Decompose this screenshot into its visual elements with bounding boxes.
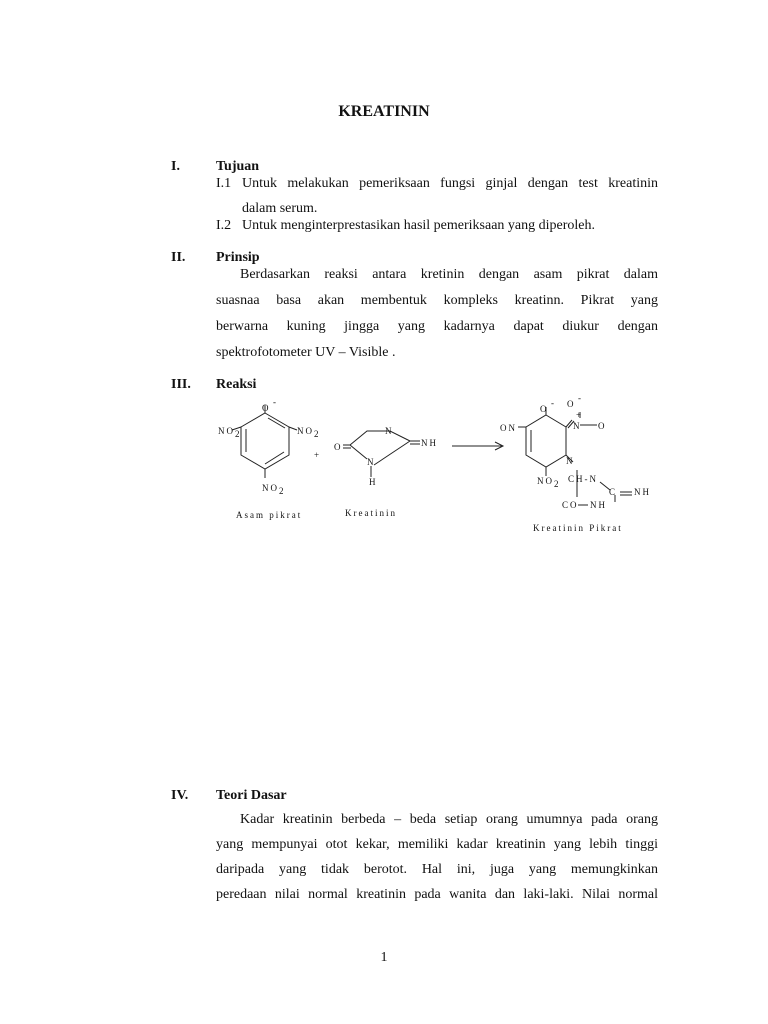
teori-line-2: yang mempunyai otot kekar, memiliki kadar kreatinin yang lebih tinggi — [216, 837, 658, 852]
product-nh-1: NH — [634, 487, 651, 497]
section-heading-tujuan: Tujuan — [216, 159, 260, 174]
item-number-1-1: I.1 — [216, 176, 232, 191]
picric-no2-left: NO — [218, 426, 235, 436]
product-n-plus: N — [573, 421, 582, 431]
section-number-2: II. — [171, 250, 186, 265]
item-number-1-2: I.2 — [216, 218, 232, 233]
picric-no2-bottom-sub: 2 — [279, 486, 286, 496]
label-kreatinin: Kreatinin — [345, 508, 397, 518]
section-heading-reaksi: Reaksi — [216, 377, 257, 392]
label-asam-pikrat: Asam pikrat — [236, 510, 303, 520]
creatinine-n-top: N — [385, 426, 394, 436]
section-heading-teori-dasar: Teori Dasar — [216, 788, 287, 803]
label-kreatinin-pikrat: Kreatinin Pikrat — [533, 523, 623, 533]
product-c: C — [609, 487, 618, 497]
creatinine-n-bottom: N — [367, 457, 376, 467]
item-text-1-2: Untuk menginterprestasikan hasil pemeriksaan yang diperoleh. — [242, 218, 596, 233]
product-o-top: O — [567, 399, 576, 409]
picric-o: O — [262, 403, 271, 413]
prinsip-line-2: suasnaa basa akan membentuk kompleks kreatinn. Pikrat yang — [216, 293, 658, 308]
prinsip-line-3: berwarna kuning jingga yang kadarnya dapat diukur dengan — [216, 319, 658, 334]
document-title: KREATININ — [338, 103, 430, 120]
picric-no2-bottom: NO — [262, 483, 279, 493]
section-number-3: III. — [171, 377, 191, 392]
product-o-left-charge: - — [551, 398, 556, 408]
product-o-top-charge: - — [578, 393, 583, 403]
teori-line-3: daripada yang tidak berotot. Hal ini, juga yang memungkinkan — [216, 862, 658, 877]
page-number: 1 — [380, 950, 388, 965]
creatinine-o: O — [334, 442, 343, 452]
creatinine-nh: NH — [421, 438, 438, 448]
product-on-left: ON — [500, 423, 517, 433]
picric-no2-right-sub: 2 — [314, 429, 321, 439]
product-o-left: O — [540, 404, 549, 414]
section-heading-prinsip: Prinsip — [216, 250, 260, 265]
creatinine-h: H — [369, 477, 378, 487]
picric-no2-left-sub: 2 — [235, 429, 242, 439]
product-co: CO — [562, 500, 579, 510]
picric-acid-structure — [218, 397, 321, 520]
product-plus-sign: + — [576, 410, 584, 420]
section-number-4: IV. — [171, 788, 189, 803]
creatinine-picrate-structure — [500, 393, 651, 533]
product-n-ring: N — [566, 456, 575, 466]
product-no2-sub: 2 — [554, 479, 561, 489]
product-ch-n: CH-N — [568, 474, 598, 484]
product-nh-2: NH — [590, 500, 607, 510]
reaction-arrow — [452, 442, 503, 450]
item-text-1-1-cont: dalam serum. — [242, 201, 318, 216]
prinsip-line-1: Berdasarkan reaksi antara kretinin dengan asam pikrat dalam — [240, 267, 658, 282]
teori-line-4: peredaan nilai normal kreatinin pada wanita dan laki-laki. Nilai normal — [216, 887, 658, 902]
picric-no2-right: NO — [297, 426, 314, 436]
teori-line-1: Kadar kreatinin berbeda – beda setiap orang umumnya pada orang — [240, 812, 658, 827]
reaction-plus: + — [314, 450, 322, 460]
section-number-1: I. — [171, 159, 180, 174]
prinsip-line-4: spektrofotometer UV – Visible . — [216, 345, 396, 360]
creatinine-structure — [334, 426, 438, 518]
picric-o-charge: - — [273, 397, 278, 407]
item-text-1-1: Untuk melakukan pemeriksaan fungsi ginjal dengan test kreatinin — [242, 176, 658, 191]
product-o-right: O — [598, 421, 607, 431]
product-no2: NO — [537, 476, 554, 486]
